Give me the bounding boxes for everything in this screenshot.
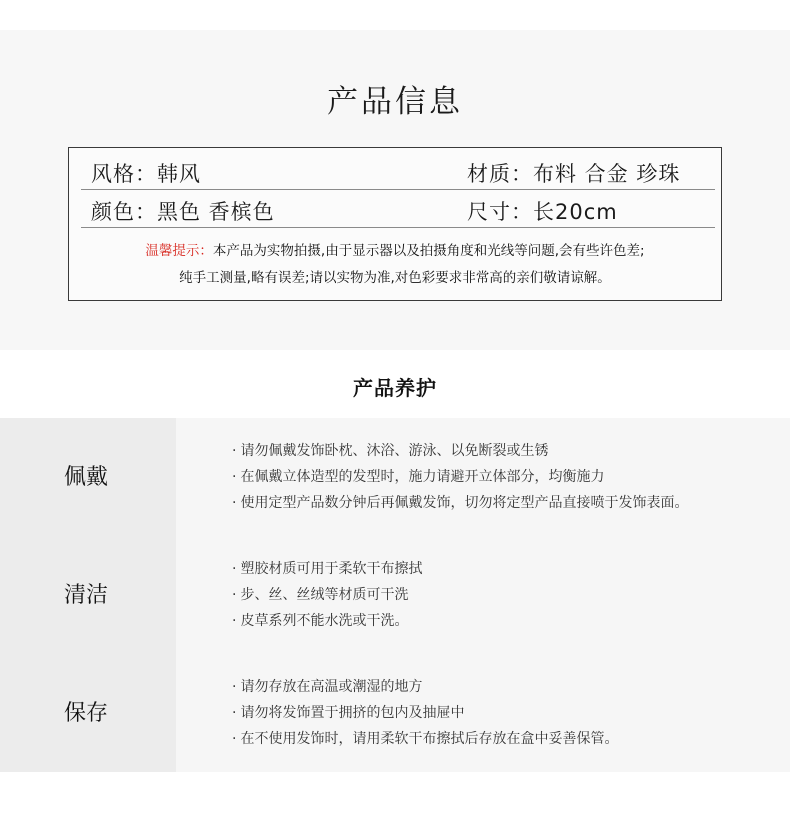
size-value: 尺寸：长20cm: [467, 200, 618, 224]
product-info-table: [68, 147, 722, 301]
notice-line-1: [69, 238, 721, 265]
bullet-icon: ·: [232, 469, 237, 485]
care-item: [232, 608, 422, 634]
info-row-style-material: [81, 152, 715, 190]
bullet-icon: ·: [232, 705, 237, 721]
care-label-cell: [0, 654, 176, 772]
care-item: [232, 726, 618, 752]
bullet-icon: ·: [232, 587, 237, 603]
notice-line-2: 纯手工测量,略有误差;请以实物为准,对色彩要求非常高的亲们敬请谅解。: [179, 270, 611, 286]
care-item-text: 请勿佩戴发饰卧枕、沐浴、游泳、以免断裂或生锈: [240, 443, 549, 459]
care-label-storage: 保存: [64, 701, 109, 726]
care-item: [232, 582, 422, 608]
care-content: [176, 418, 790, 536]
care-label-wearing: 佩戴: [64, 465, 109, 490]
bullet-icon: ·: [232, 561, 237, 577]
care-item: [232, 490, 688, 516]
care-row-cleaning: [0, 536, 790, 654]
bullet-icon: ·: [232, 613, 237, 629]
bullet-icon: ·: [232, 679, 237, 695]
bullet-icon: ·: [232, 495, 237, 511]
bullet-icon: ·: [232, 731, 237, 747]
care-item: [232, 438, 688, 464]
care-label-cell: [0, 418, 176, 536]
care-content: [176, 654, 790, 772]
info-row-color-size: [81, 190, 715, 228]
care-item-text: 使用定型产品数分钟后再佩戴发饰，切勿将定型产品直接喷于发饰表面。: [240, 495, 689, 511]
care-content: [176, 536, 790, 654]
care-item: [232, 674, 618, 700]
notice-text: [69, 238, 721, 292]
color-value: 颜色：黑色 香槟色: [91, 200, 275, 224]
care-item-text: 在佩戴立体造型的发型时，施力请避开立体部分，均衡施力: [240, 469, 605, 485]
notice-label: 温馨提示：: [145, 243, 213, 259]
care-list: [232, 556, 422, 634]
care-item-text: 塑胶材质可用于柔软干布擦拭: [240, 561, 423, 577]
care-item-text: 请勿将发饰置于拥挤的包内及抽屉中: [240, 705, 465, 721]
care-list: [232, 438, 688, 516]
care-row-wearing: [0, 418, 790, 536]
care-label-cell: [0, 536, 176, 654]
care-item: [232, 700, 618, 726]
care-item-text: 请勿存放在高温或潮湿的地方: [240, 679, 423, 695]
care-item: [232, 556, 422, 582]
style-value: 风格：韩风: [91, 162, 201, 186]
care-label-cleaning: 清洁: [64, 583, 109, 608]
care-item-text: 皮草系列不能水洗或干洗。: [240, 613, 409, 629]
product-info-title: 产品信息: [327, 84, 463, 120]
bullet-icon: ·: [232, 443, 237, 459]
material-value: 材质：布料 合金 珍珠: [467, 162, 681, 186]
notice-line-1-text: 本产品为实物拍摄,由于显示器以及拍摄角度和光线等问题,会有些许色差;: [212, 243, 645, 259]
care-item-text: 步、丝、丝绒等材质可干洗: [240, 587, 409, 603]
care-item: [232, 464, 688, 490]
product-care-title: 产品养护: [353, 376, 437, 400]
care-row-storage: [0, 654, 790, 772]
product-info-section: [0, 30, 790, 350]
care-list: [232, 674, 618, 752]
care-item-text: 在不使用发饰时，请用柔软干布擦拭后存放在盒中妥善保管。: [240, 731, 619, 747]
